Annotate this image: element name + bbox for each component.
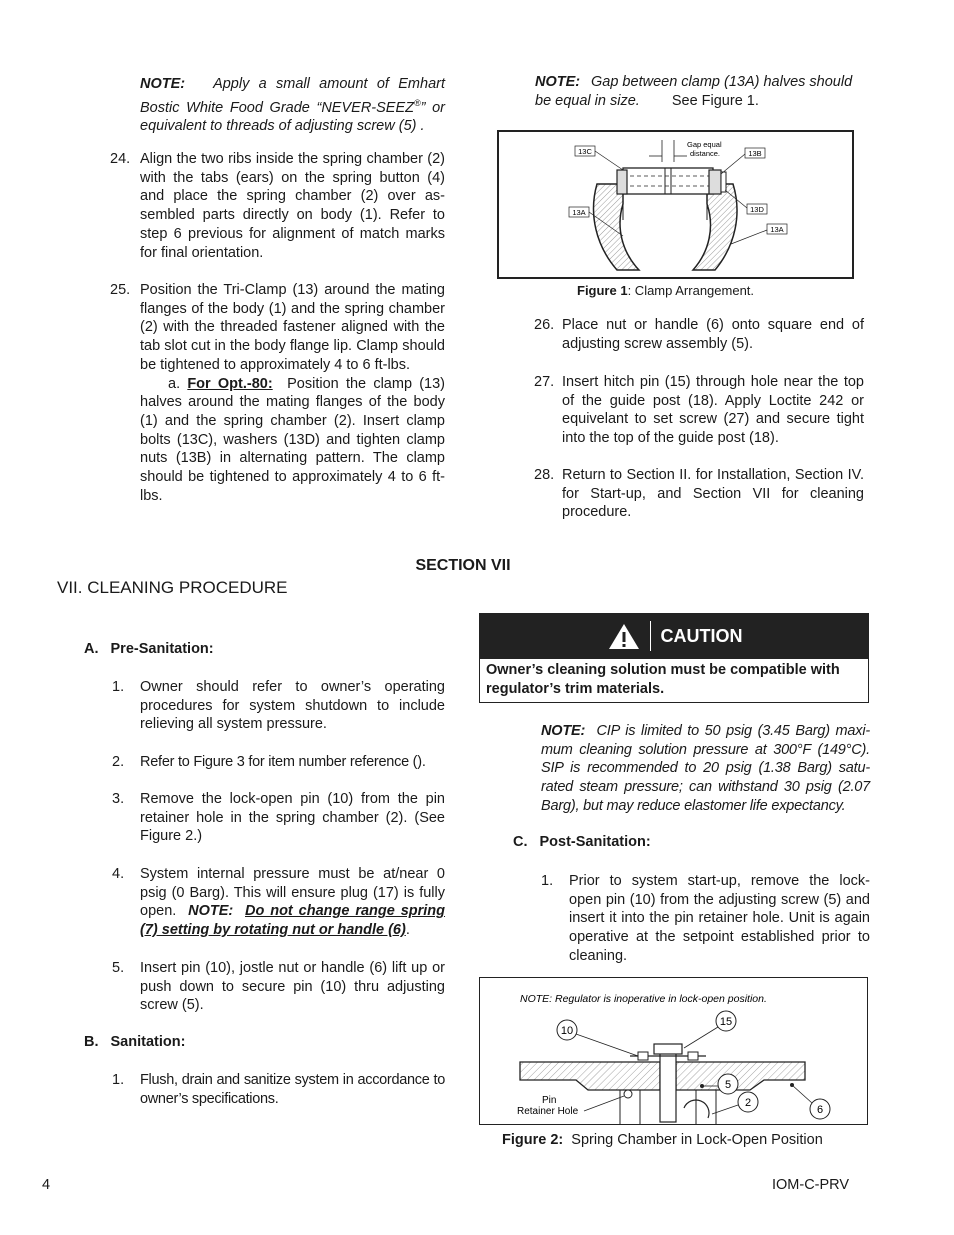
section-heading: SECTION VII: [415, 557, 511, 574]
section-subtitle: Sanitation:: [110, 1034, 186, 1050]
step-26: [534, 316, 864, 353]
clamp-half-left: [594, 184, 639, 270]
step-text: Remove the lock-open pin (10) from the pin retainer hole in the spring chamber (2). (See Figure 2.): [140, 791, 445, 845]
page-number: 4: [42, 1177, 51, 1193]
step-text: Place nut or handle (6) onto square end of adjusting screw assembly (5).: [562, 317, 864, 352]
label-retainer-hole: Retainer Hole: [517, 1106, 579, 1117]
step-text: Owner should refer to owner’s operating procedures for system shutdown to include relieving all system pressure.: [140, 679, 445, 733]
sanitation-step-1: [112, 1071, 445, 1108]
post-sanitation-heading: [513, 834, 651, 850]
sub-text: Position the clamp (13) halves around the mating flanges of the body (1) and the spring chamber (2). Insert clamp bolts (13C), washers (13D) and tighten clamp nuts (13B) in alternating pattern. The clamp should be tightened to approximately 4 to 6 ft-lbs.: [140, 375, 446, 504]
washer: [721, 172, 726, 192]
right-top-note-tail: [563, 92, 873, 111]
caption-label: Figure 2:: [502, 1132, 564, 1148]
step-number: 24.: [110, 151, 131, 167]
option-label: For Opt.-80:: [187, 375, 273, 392]
label-gap-line2: distance.: [690, 149, 721, 158]
callout-10: 10: [560, 1025, 574, 1037]
note-text-2: ” or equivalent to threads of adjusting screw (5) .: [140, 99, 446, 135]
step-27: [534, 373, 864, 448]
step-25: [110, 281, 445, 505]
step-number: 25.: [110, 282, 131, 298]
label-13A-left: 13A: [572, 208, 586, 217]
screw-head: [654, 1044, 682, 1054]
figure-1-caption: [577, 283, 754, 298]
caution-header: [479, 613, 869, 659]
pin-retainer-hole: [624, 1090, 632, 1098]
clamp-nut: [709, 170, 721, 194]
note-text: Apply a small amount of Emhart Bostic White Food Grade “NEVER-SEEZ: [140, 76, 445, 116]
warning-text: Do not change range spring (7) setting by rotating nut or handle (6): [140, 903, 446, 939]
step-number: 1.: [112, 679, 125, 695]
post-sanitation-step-1: [541, 872, 870, 966]
note-label: NOTE:: [541, 723, 586, 739]
section-letter: A.: [84, 641, 99, 657]
label-13A-right: 13A: [770, 225, 784, 234]
note-text: CIP is limited to 50 psig (3.45 Barg) maxi- mum cleaning solution pressure at 300°F (149°C). SIP is recommended to 20 psig (1.38 Barg) satu- rated steam pressure; can withstand 30 psig (2.07 Barg), but may reduce elastomer life expectancy.: [541, 723, 870, 814]
label-13D: 13D: [750, 205, 764, 214]
label-gap-line1: Gap equal: [687, 140, 722, 149]
section-subtitle: Pre-Sanitation:: [110, 641, 214, 657]
pre-sanitation-step-2: [112, 753, 445, 772]
registered-mark: ®: [414, 97, 421, 108]
sub-prefix: a.: [168, 375, 181, 392]
chamber-left: [520, 1062, 660, 1090]
figure-1: [497, 130, 854, 279]
callout-2: 2: [744, 1097, 752, 1109]
pre-sanitation-heading: [84, 641, 214, 657]
see-figure-1: See Figure 1.: [671, 93, 759, 109]
step-text: Prior to system start-up, remove the lock- open pin (10) from the adjusting screw (5) and insert it into the pin retainer hole. Unit is again operative at the setpoint established prior to cleaning.: [569, 873, 870, 964]
note-label: NOTE:: [535, 74, 581, 90]
caption-label: Figure 1: [577, 283, 628, 298]
step-number: 27.: [534, 374, 555, 390]
bolt-head: [617, 170, 627, 194]
caption-text: : Clamp Arrangement.: [627, 283, 755, 298]
warning-icon: [606, 621, 651, 651]
step-text: Insert hitch pin (15) through hole near the top of the guide post (18). Apply Loctite 242 or equivelant to set screw (27) and secure tight into the top of the guide post (18).: [562, 374, 864, 447]
step-number: 26.: [534, 317, 555, 333]
callout-5: 5: [724, 1079, 732, 1091]
step-number: 5.: [112, 960, 125, 976]
step-28: [534, 466, 864, 522]
section-letter: C.: [513, 834, 528, 850]
pre-sanitation-step-5: [112, 959, 445, 1015]
section-letter: B.: [84, 1034, 99, 1050]
step-text: Return to Section II. for Installation, Section IV. for Start-up, and Section VII for cleaning procedure.: [562, 467, 864, 521]
label-13C: 13C: [578, 147, 592, 156]
caution-box: [479, 613, 869, 703]
clamp-bolt: [623, 168, 713, 194]
figure-2-note: NOTE: Regulator is inoperative in lock-open position.: [520, 993, 767, 1005]
note-label: NOTE:: [188, 903, 234, 920]
adjusting-screw: [660, 1048, 676, 1122]
document-id: IOM-C-PRV: [772, 1177, 850, 1193]
step-number: 1.: [112, 1072, 125, 1088]
clamp-arrangement-diagram: [499, 132, 852, 277]
pre-sanitation-step-1: [112, 678, 445, 734]
section-title: VII. CLEANING PROCEDURE: [57, 578, 288, 597]
step-number: 2.: [112, 754, 125, 770]
caption-text: Spring Chamber in Lock-Open Position: [571, 1132, 823, 1148]
callout-6: 6: [816, 1104, 824, 1116]
callout-15: 15: [719, 1016, 733, 1028]
pre-sanitation-step-4: [112, 865, 445, 940]
step-text: Align the two ribs inside the spring chamber (2) with the tabs (ears) on the spring button (4) and place the spring chamber (2) over as- sembled parts directly on body (1). Refer to step 6 previous for alignment of match marks for final orientation.: [140, 151, 445, 261]
step-text: System internal pressure must be at/near 0 psig (0 Barg). This will ensure plug (17) is fully open.: [140, 866, 445, 920]
step-25a: [140, 375, 445, 506]
step-number: 1.: [541, 873, 554, 889]
figure-2-caption: [502, 1132, 823, 1148]
caution-message: Owner’s cleaning solution must be compatible with regulator’s trim materials.: [479, 659, 869, 703]
step-number: 4.: [112, 866, 125, 882]
step-number: 28.: [534, 467, 555, 483]
note-text: Gap between clamp (13A) halves should be equal in size.: [535, 74, 853, 109]
step-text: Refer to Figure 3 for item number reference ().: [140, 754, 426, 770]
step-24: [110, 150, 445, 262]
step-text: Insert pin (10), jostle nut or handle (6) lift up or push down to secure pin (10) thru adjusting screw (5).: [140, 960, 445, 1014]
step-text: Flush, drain and sanitize system in accordance to owner’s specifications.: [140, 1072, 445, 1107]
pre-sanitation-step-3: [112, 790, 445, 846]
left-top-note: [140, 75, 445, 136]
label-pin: Pin: [542, 1095, 557, 1106]
sanitation-heading: [84, 1034, 185, 1050]
period: .: [405, 922, 410, 939]
step-text: Position the Tri-Clamp (13) around the mating flanges of the body (1) and the spring chamber (2) with the threaded fastener aligned with the tab slot cut in the body flange lip. Clamp should be tightened to approximately 4 to 6 ft-lbs.: [140, 282, 445, 373]
figure-2: [479, 977, 868, 1125]
lock-open-diagram: [480, 978, 867, 1124]
step-number: 3.: [112, 791, 125, 807]
cip-note: [541, 722, 870, 816]
label-13B: 13B: [748, 149, 762, 158]
clamp-half-right: [693, 184, 737, 270]
section-subtitle: Post-Sanitation:: [539, 834, 651, 850]
note-label: NOTE:: [140, 76, 186, 92]
chamber-right: [676, 1062, 805, 1090]
caution-title: CAUTION: [660, 625, 743, 646]
